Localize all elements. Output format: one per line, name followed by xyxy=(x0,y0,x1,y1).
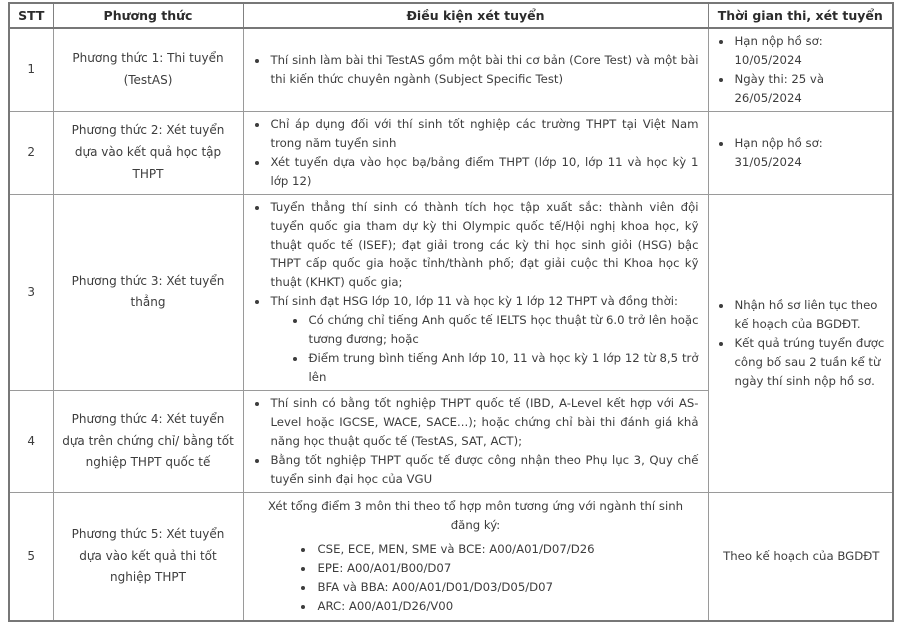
conditions-list xyxy=(253,394,699,489)
col-header-conditions: Điều kiện xét tuyển xyxy=(243,3,708,28)
table-row-1 xyxy=(9,28,893,111)
condition-item: • Bằng tốt nghiệp THPT quốc tế được công nhận theo Phụ lục 3, Quy chế tuyển sinh đại học của VGU xyxy=(269,451,699,489)
cell-time-5 xyxy=(708,493,893,621)
conditions-list xyxy=(253,198,699,388)
cell-method-2: Phương thức 2: Xét tuyển dựa vào kết quả học tập THPT xyxy=(53,111,243,194)
time-item: • Nhận hồ sơ liên tục theo kế hoạch của BGDĐT. xyxy=(733,296,887,334)
cell-conditions-1 xyxy=(243,28,708,111)
cell-stt-2: 2 xyxy=(9,111,53,194)
condition-item: • Thí sinh có bằng tốt nghiệp THPT quốc tế (IBD, A-Level kết hợp với AS-Level hoặc IGCSE, WACE, SACE...); hoặc chứng chỉ bài thi đánh giá khả năng học thuật quốc tế (TestAS, SAT, ACT); xyxy=(269,394,699,451)
conditions-list xyxy=(253,51,699,89)
subcondition-item: • Có chứng chỉ tiếng Anh quốc tế IELTS học thuật từ 6.0 trở lên hoặc tương đương; hoặc xyxy=(307,311,699,349)
time-list xyxy=(717,134,887,172)
cell-time-2 xyxy=(708,111,893,194)
col-header-time: Thời gian thi, xét tuyển xyxy=(708,3,893,28)
header-row xyxy=(9,3,893,28)
combination-item: • ARC: A00/A01/D26/V00 xyxy=(315,597,699,616)
conditions-intro: Xét tổng điểm 3 môn thi theo tổ hợp môn tương ứng với ngành thí sinh đăng ký: xyxy=(267,498,684,532)
cell-time-1 xyxy=(708,28,893,111)
col-header-stt: STT xyxy=(9,3,53,28)
condition-text: Thí sinh đạt HSG lớp 10, lớp 11 và học kỳ 1 lớp 12 THPT và đồng thời: xyxy=(270,294,678,309)
cell-stt-1: 1 xyxy=(9,28,53,111)
condition-item: • Tuyển thẳng thí sinh có thành tích học tập xuất sắc: thành viên đội tuyển quốc gia tham dự kỳ thi Olympic quốc tế/Hội nghị khoa học, kỹ thuật quốc tế (ISEF); đạt giải trong các kỳ thi học sinh giỏi (HSG) bậc THPT cấp quốc gia hoặc tỉnh/thành phố; đạt giải cuộc thi Khoa học kỹ thuật (KHKT) quốc gia; xyxy=(269,198,699,293)
combination-item: • EPE: A00/A01/B00/D07 xyxy=(315,559,699,578)
time-item: • Ngày thi: 25 và 26/05/2024 xyxy=(733,70,887,108)
cell-stt-5: 5 xyxy=(9,493,53,621)
table-row-5 xyxy=(9,493,893,621)
conditions-list xyxy=(253,115,699,191)
cell-conditions-2 xyxy=(243,111,708,194)
time-list xyxy=(717,296,887,391)
condition-item: • Xét tuyển dựa vào học bạ/bảng điểm THPT (lớp 10, lớp 11 và học kỳ 1 lớp 12) xyxy=(269,153,699,191)
time-item: • Hạn nộp hồ sơ: 10/05/2024 xyxy=(733,32,887,70)
condition-item xyxy=(269,292,699,387)
cell-stt-4: 4 xyxy=(9,391,53,493)
time-item: • Hạn nộp hồ sơ: 31/05/2024 xyxy=(733,134,887,172)
cell-method-4: Phương thức 4: Xét tuyển dựa trên chứng chỉ/ bằng tốt nghiệp THPT quốc tế xyxy=(53,391,243,493)
table-row-2 xyxy=(9,111,893,194)
combination-item: • BFA và BBA: A00/A01/D01/D03/D05/D07 xyxy=(315,578,699,597)
cell-method-5: Phương thức 5: Xét tuyển dựa vào kết quả thi tốt nghiệp THPT xyxy=(53,493,243,621)
cell-method-1: Phương thức 1: Thi tuyển (TestAS) xyxy=(53,28,243,111)
condition-item: • Thí sinh làm bài thi TestAS gồm một bài thi cơ bản (Core Test) và một bài thi kiến thức chuyên ngành (Subject Specific Test) xyxy=(269,51,699,89)
admission-methods-table xyxy=(8,2,894,622)
combinations-list xyxy=(299,540,699,616)
combination-item: • CSE, ECE, MEN, SME và BCE: A00/A01/D07/D26 xyxy=(315,540,699,559)
time-item: • Kết quả trúng tuyển được công bố sau 2 tuần kể từ ngày thí sinh nộp hồ sơ. xyxy=(733,334,887,391)
subconditions-list xyxy=(271,311,699,387)
cell-method-3: Phương thức 3: Xét tuyển thẳng xyxy=(53,194,243,391)
time-list xyxy=(717,32,887,108)
subcondition-item: • Điểm trung bình tiếng Anh lớp 10, 11 và học kỳ 1 lớp 12 từ 8,5 trở lên xyxy=(307,349,699,387)
cell-conditions-4 xyxy=(243,391,708,493)
col-header-method: Phương thức xyxy=(53,3,243,28)
cell-time-3-4-merged xyxy=(708,194,893,493)
cell-conditions-5 xyxy=(243,493,708,621)
condition-item: • Chỉ áp dụng đối với thí sinh tốt nghiệp các trường THPT tại Việt Nam trong năm tuyển sinh xyxy=(269,115,699,153)
table-row-3 xyxy=(9,194,893,391)
cell-conditions-3 xyxy=(243,194,708,391)
time-text: Theo kế hoạch của BGDĐT xyxy=(723,548,880,563)
cell-stt-3: 3 xyxy=(9,194,53,391)
